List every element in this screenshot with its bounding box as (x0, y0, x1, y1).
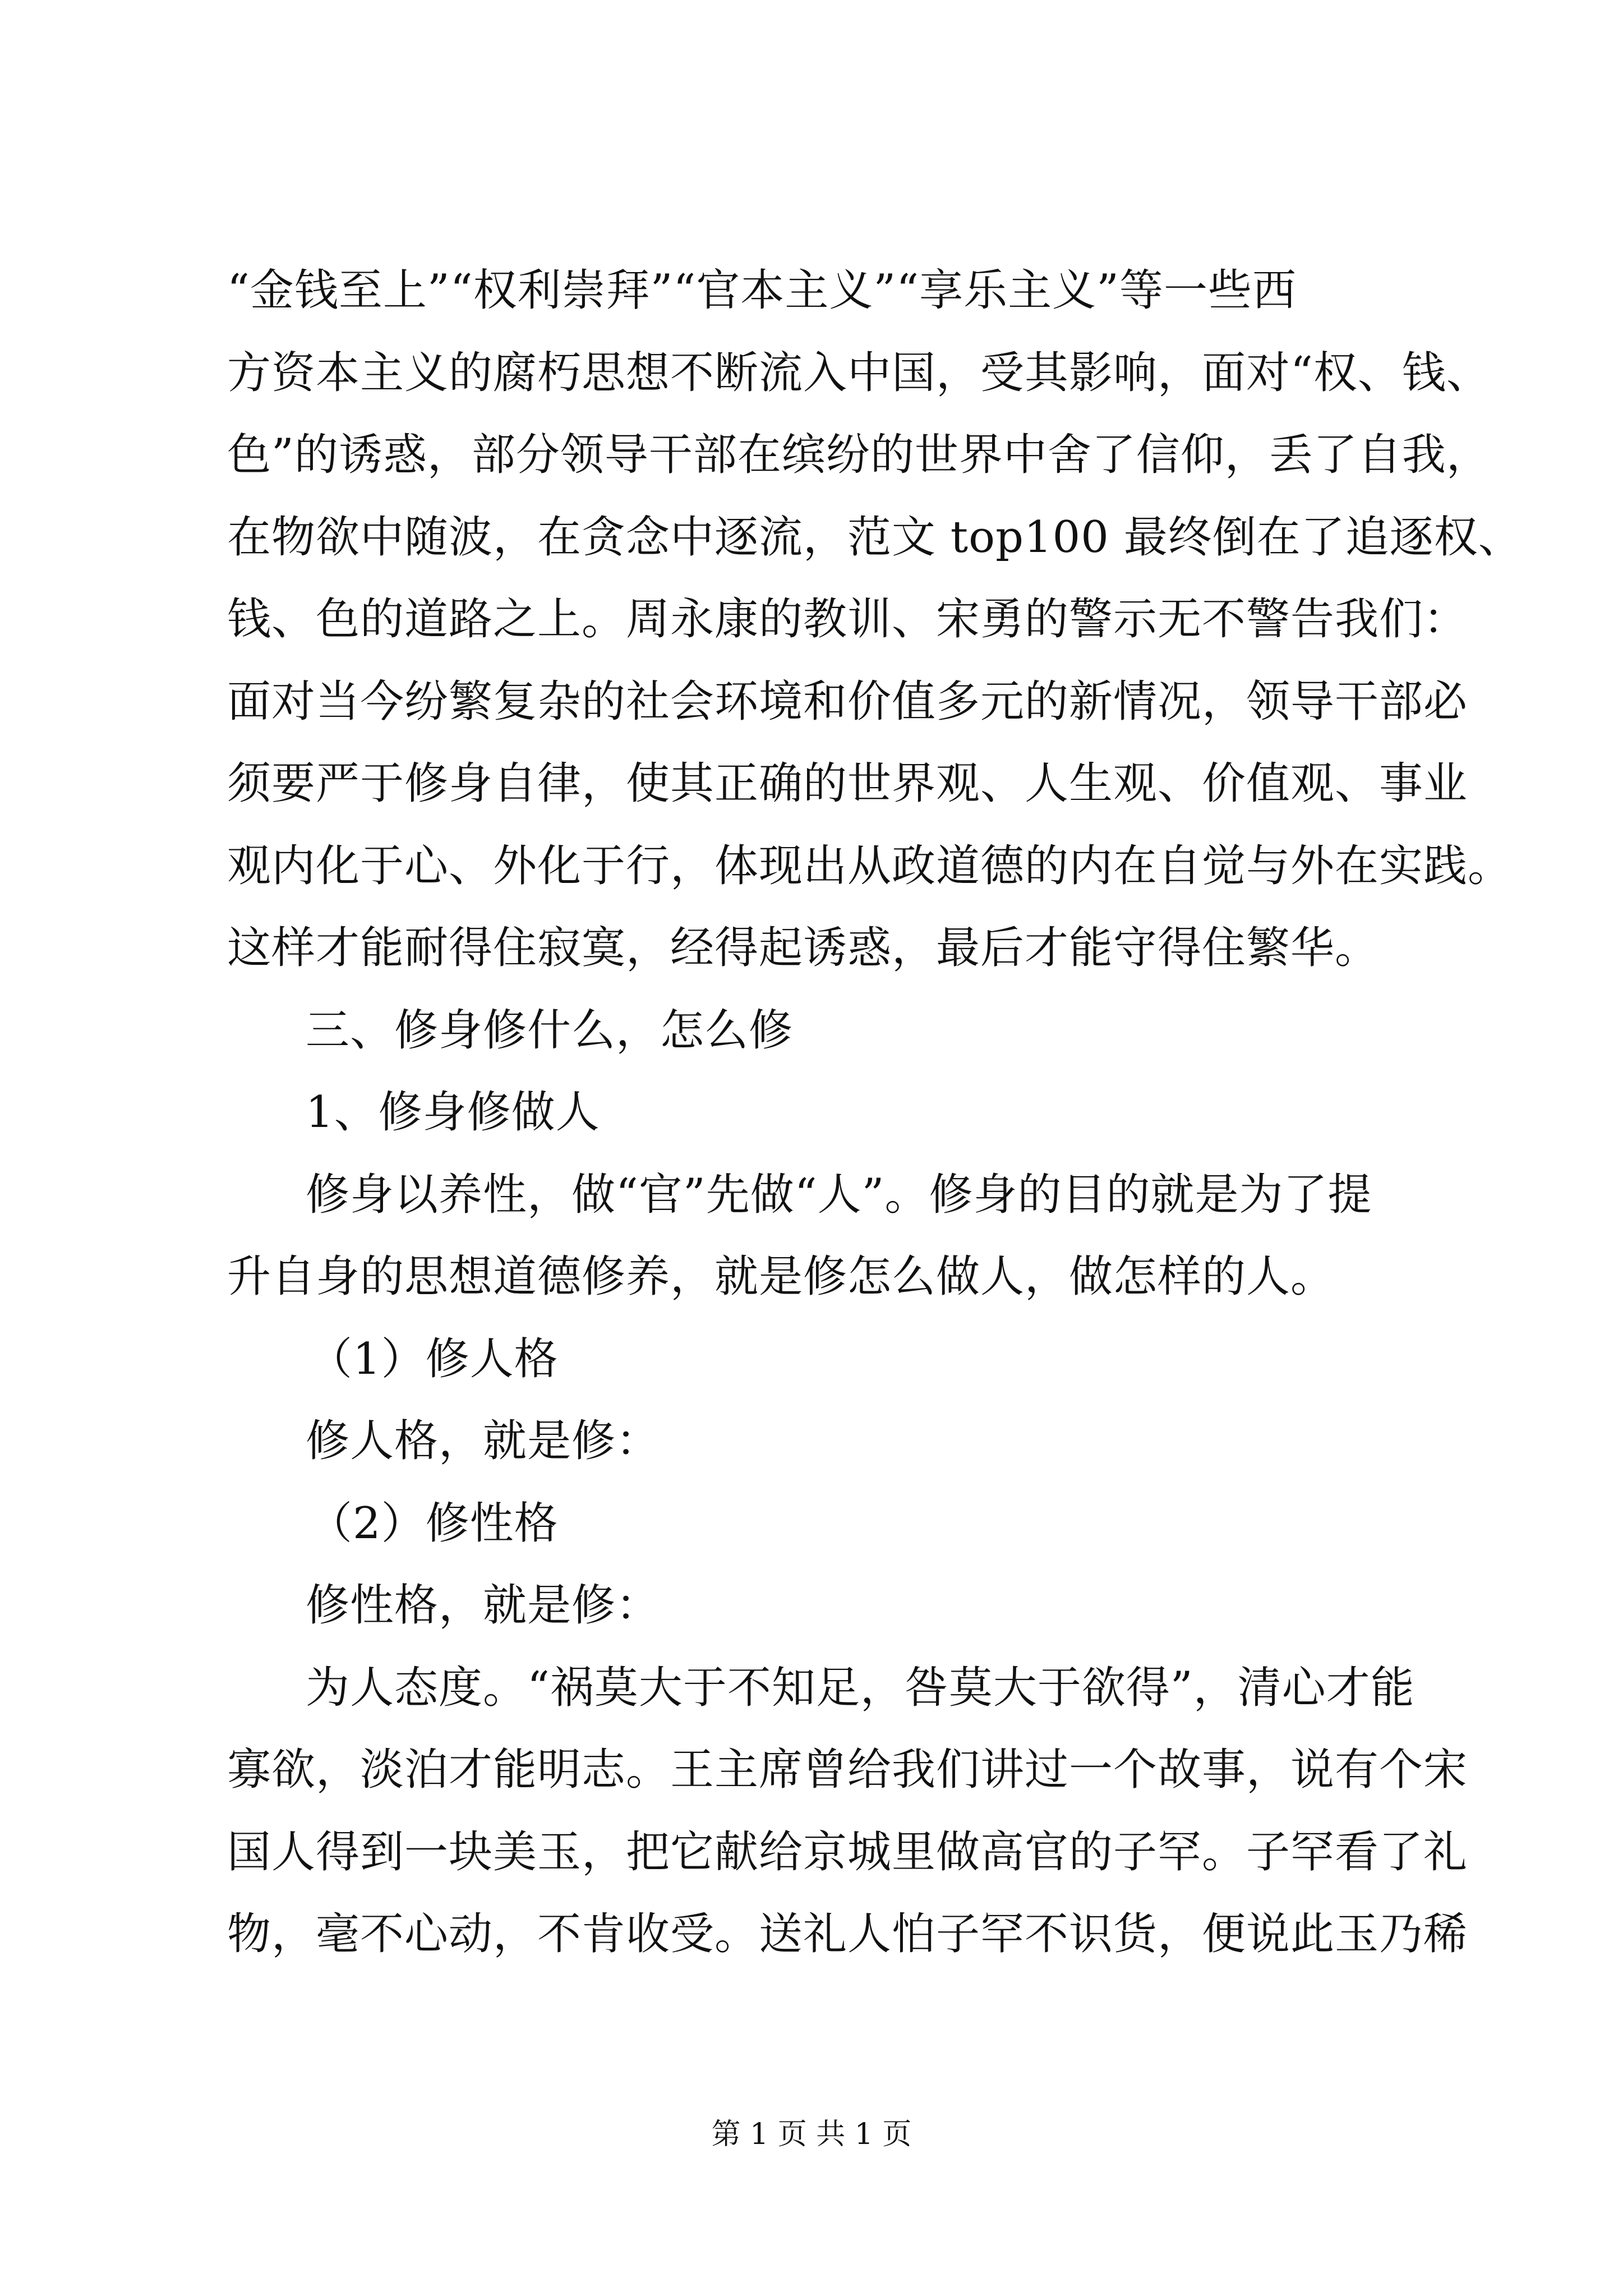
item-heading: （2）修性格 (308, 1498, 559, 1549)
text-line: 钱、色的道路之上。周永康的教训、宋勇的警示无不警告我们： (227, 594, 1468, 645)
text-line: 在物欲中随波，在贪念中逐流，范文 top100 最终倒在了追逐权、 (227, 512, 1523, 563)
text-line: “金钱至上”“权利崇拜”“官本主义”“享乐主义”等一些西 (227, 265, 1297, 316)
section-heading: 三、修身修什么，怎么修 (306, 1005, 794, 1056)
page-footer: 第 1 页 共 1 页 (711, 2118, 912, 2151)
text-line: 这样才能耐得住寂寞，经得起诱惑，最后才能守得住繁华。 (227, 923, 1380, 973)
text-line: 修人格，就是修： (306, 1416, 661, 1466)
text-line: 须要严于修身自律，使其正确的世界观、人生观、价值观、事业 (227, 758, 1468, 809)
item-heading: （1）修人格 (308, 1333, 559, 1384)
text-line: 为人态度。“祸莫大于不知足，咎莫大于欲得”，清心才能 (306, 1662, 1415, 1713)
text-line: 修性格，就是修： (306, 1580, 661, 1631)
text-line: 物，毫不心动，不肯收受。送礼人怕子罕不识货，便说此玉乃稀 (227, 1909, 1468, 1959)
document-body (227, 250, 1523, 1976)
text-line: 方资本主义的腐朽思想不断流入中国，受其影响，面对“权、钱、 (227, 347, 1491, 398)
text-line: 观内化于心、外化于行，体现出从政道德的内在自觉与外在实践。 (227, 840, 1513, 891)
text-line: 修身以养性，做“官”先做“人”。修身的目的就是为了提 (306, 1169, 1372, 1220)
text-line: 国人得到一块美玉，把它献给京城里做高官的子罕。子罕看了礼 (227, 1826, 1468, 1878)
text-line: 寡欲，淡泊才能明志。王主席曾给我们讲过一个故事，说有个宋 (227, 1745, 1468, 1795)
text-line: 面对当今纷繁复杂的社会环境和价值多元的新情况，领导干部必 (227, 676, 1468, 727)
text-line: 升自身的思想道德修养，就是修怎么做人，做怎样的人。 (227, 1251, 1335, 1302)
text-line: 色”的诱惑，部分领导干部在缤纷的世界中舍了信仰，丢了自我， (227, 430, 1491, 480)
subsection-heading: 1、修身修做人 (306, 1087, 600, 1138)
